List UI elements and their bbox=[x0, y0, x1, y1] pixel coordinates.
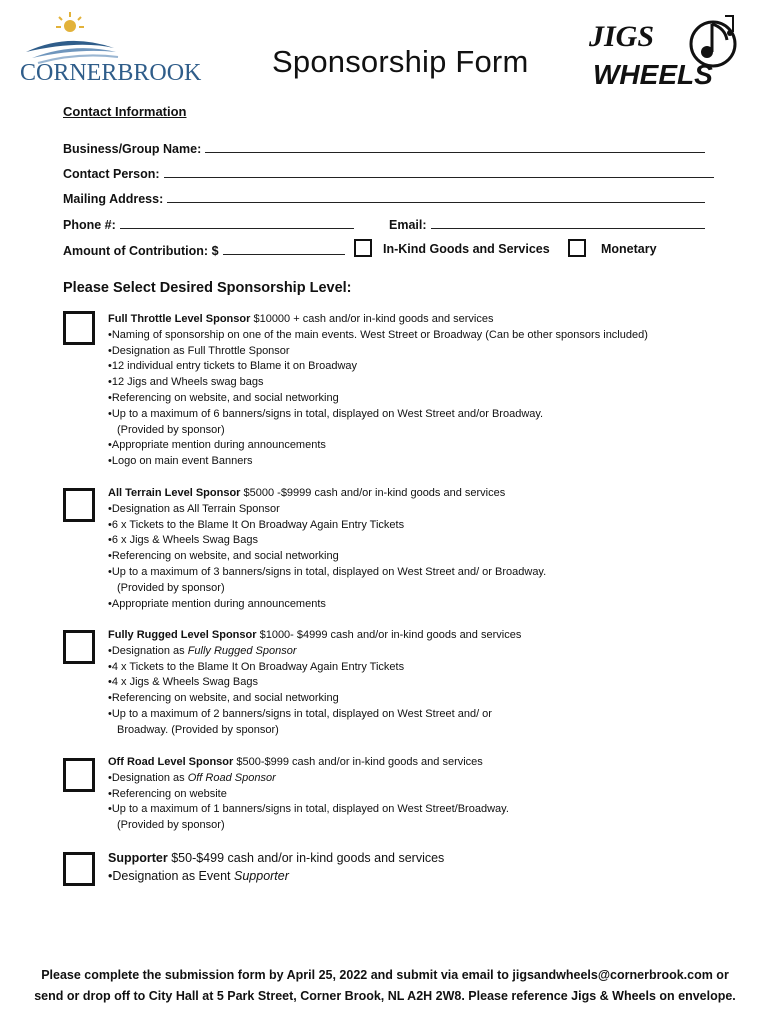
list-item: • Logo on main event Banners bbox=[108, 454, 708, 470]
list-item: • Designation as Fully Rugged Sponsor bbox=[108, 644, 708, 660]
list-item: • Referencing on website, and social networking bbox=[108, 391, 708, 407]
fully-rugged-tier bbox=[108, 628, 708, 739]
list-item: • Designation as All Terrain Sponsor bbox=[108, 502, 708, 518]
all-terrain-tier bbox=[108, 486, 708, 612]
corner-brook-logo bbox=[18, 8, 218, 88]
list-item: • Up to a maximum of 3 banners/signs in total, displayed on West Street and/ or Broadway. bbox=[108, 565, 708, 581]
list-item: • 6 x Jigs & Wheels Swag Bags bbox=[108, 533, 708, 549]
inkind-label: In-Kind Goods and Services bbox=[383, 242, 550, 256]
logo-text: CORNERBROOK bbox=[20, 60, 202, 86]
business-name-input[interactable] bbox=[205, 140, 705, 153]
logo-word-jigs: JIGS bbox=[589, 20, 655, 53]
list-item: • Referencing on website, and social networking bbox=[108, 549, 708, 565]
contact-person-label: Contact Person: bbox=[63, 167, 160, 181]
all-terrain-name: All Terrain Level Sponsor bbox=[108, 487, 241, 499]
list-item: • 6 x Tickets to the Blame It On Broadway Again Entry Tickets bbox=[108, 518, 708, 534]
submission-line-2: send or drop off to City Hall at 5 Park Street, Corner Brook, NL A2H 2W8. Please reference Jigs & Wheels on envelope. bbox=[34, 989, 736, 1003]
amount-label: Amount of Contribution: $ bbox=[63, 244, 219, 258]
list-item-continuation: (Provided by sponsor) bbox=[117, 581, 225, 594]
full-throttle-checkbox[interactable] bbox=[63, 311, 95, 345]
fully-rugged-benefits bbox=[108, 644, 708, 739]
list-item: • 4 x Jigs & Wheels Swag Bags bbox=[108, 675, 708, 691]
list-item: • Designation as Off Road Sponsor bbox=[108, 771, 708, 787]
off-road-checkbox[interactable] bbox=[63, 758, 95, 792]
amount-input[interactable] bbox=[223, 242, 345, 255]
fully-rugged-heading bbox=[108, 628, 708, 644]
supporter-benefits bbox=[108, 867, 708, 885]
off-road-benefits bbox=[108, 771, 708, 834]
mailing-address-label: Mailing Address: bbox=[63, 192, 164, 206]
off-road-heading bbox=[108, 755, 708, 771]
full-throttle-tier bbox=[108, 312, 708, 470]
supporter-tier bbox=[108, 849, 708, 885]
list-item-continuation: (Provided by sponsor) bbox=[117, 819, 225, 832]
jigs-wheels-logo bbox=[585, 10, 745, 90]
fully-rugged-name: Fully Rugged Level Sponsor bbox=[108, 629, 257, 641]
list-item: • Designation as Event Supporter bbox=[108, 867, 708, 885]
contact-section-title: Contact Information bbox=[63, 104, 187, 119]
supporter-name: Supporter bbox=[108, 851, 168, 865]
submission-line-1: Please complete the submission form by April 25, 2022 and submit via email to jigsandwheels@cornerbrook.com or bbox=[41, 968, 729, 982]
sponsorship-level-heading: Please Select Desired Sponsorship Level: bbox=[63, 280, 352, 296]
mailing-address-field[interactable] bbox=[63, 190, 705, 206]
list-item: • Up to a maximum of 6 banners/signs in total, displayed on West Street and/or Broadway. bbox=[108, 407, 708, 423]
list-item-continuation: Broadway. (Provided by sponsor) bbox=[117, 723, 279, 736]
all-terrain-checkbox[interactable] bbox=[63, 488, 95, 522]
off-road-range: $500-$999 cash and/or in-kind goods and services bbox=[233, 756, 483, 768]
mailing-address-input[interactable] bbox=[167, 190, 705, 203]
off-road-tier bbox=[108, 755, 708, 834]
list-item: • Appropriate mention during announcements bbox=[108, 438, 708, 454]
list-item: • Naming of sponsorship on one of the main events. West Street or Broadway (Can be other sponsors included) bbox=[108, 328, 708, 344]
email-input[interactable] bbox=[431, 216, 705, 229]
page-title: Sponsorship Form bbox=[272, 44, 529, 79]
list-item: • Referencing on website bbox=[108, 787, 708, 803]
supporter-heading bbox=[108, 849, 708, 867]
phone-field[interactable] bbox=[63, 216, 354, 232]
list-item: • 4 x Tickets to the Blame It On Broadway Again Entry Tickets bbox=[108, 660, 708, 676]
logo-word-wheels: WHEELS bbox=[593, 59, 713, 90]
list-item: • Up to a maximum of 1 banners/signs in total, displayed on West Street/Broadway. bbox=[108, 802, 708, 818]
contact-person-field[interactable] bbox=[63, 165, 714, 181]
inkind-checkbox[interactable] bbox=[354, 239, 372, 257]
full-throttle-range: $10000 + cash and/or in-kind goods and services bbox=[250, 313, 494, 325]
list-item: • Designation as Full Throttle Sponsor bbox=[108, 344, 708, 360]
phone-input[interactable] bbox=[120, 216, 354, 229]
supporter-range: $50-$499 cash and/or in-kind goods and services bbox=[167, 851, 445, 865]
music-note-icon bbox=[691, 16, 735, 66]
list-item: • Up to a maximum of 2 banners/signs in total, displayed on West Street and/ or bbox=[108, 707, 708, 723]
supporter-checkbox[interactable] bbox=[63, 852, 95, 886]
email-field[interactable] bbox=[389, 216, 705, 232]
monetary-checkbox[interactable] bbox=[568, 239, 586, 257]
monetary-label: Monetary bbox=[601, 242, 657, 256]
list-item-continuation: (Provided by sponsor) bbox=[117, 423, 225, 436]
list-item: • Appropriate mention during announcements bbox=[108, 597, 708, 613]
amount-field[interactable] bbox=[63, 242, 345, 258]
phone-label: Phone #: bbox=[63, 218, 116, 232]
list-item: • Referencing on website, and social networking bbox=[108, 691, 708, 707]
full-throttle-name: Full Throttle Level Sponsor bbox=[108, 313, 251, 325]
off-road-name: Off Road Level Sponsor bbox=[108, 756, 234, 768]
business-name-field[interactable] bbox=[63, 140, 705, 156]
sun-icon bbox=[56, 12, 84, 32]
fully-rugged-checkbox[interactable] bbox=[63, 630, 95, 664]
all-terrain-range: $5000 -$9999 cash and/or in-kind goods and services bbox=[240, 487, 506, 499]
email-label: Email: bbox=[389, 218, 427, 232]
list-item: • 12 Jigs and Wheels swag bags bbox=[108, 375, 708, 391]
all-terrain-heading bbox=[108, 486, 708, 502]
business-name-label: Business/Group Name: bbox=[63, 142, 202, 156]
list-item: • 12 individual entry tickets to Blame it on Broadway bbox=[108, 359, 708, 375]
contact-person-input[interactable] bbox=[164, 165, 714, 178]
submission-instructions bbox=[0, 965, 770, 1007]
all-terrain-benefits bbox=[108, 502, 708, 613]
fully-rugged-range: $1000- $4999 cash and/or in-kind goods and services bbox=[256, 629, 522, 641]
full-throttle-benefits bbox=[108, 328, 708, 470]
full-throttle-heading bbox=[108, 312, 708, 328]
